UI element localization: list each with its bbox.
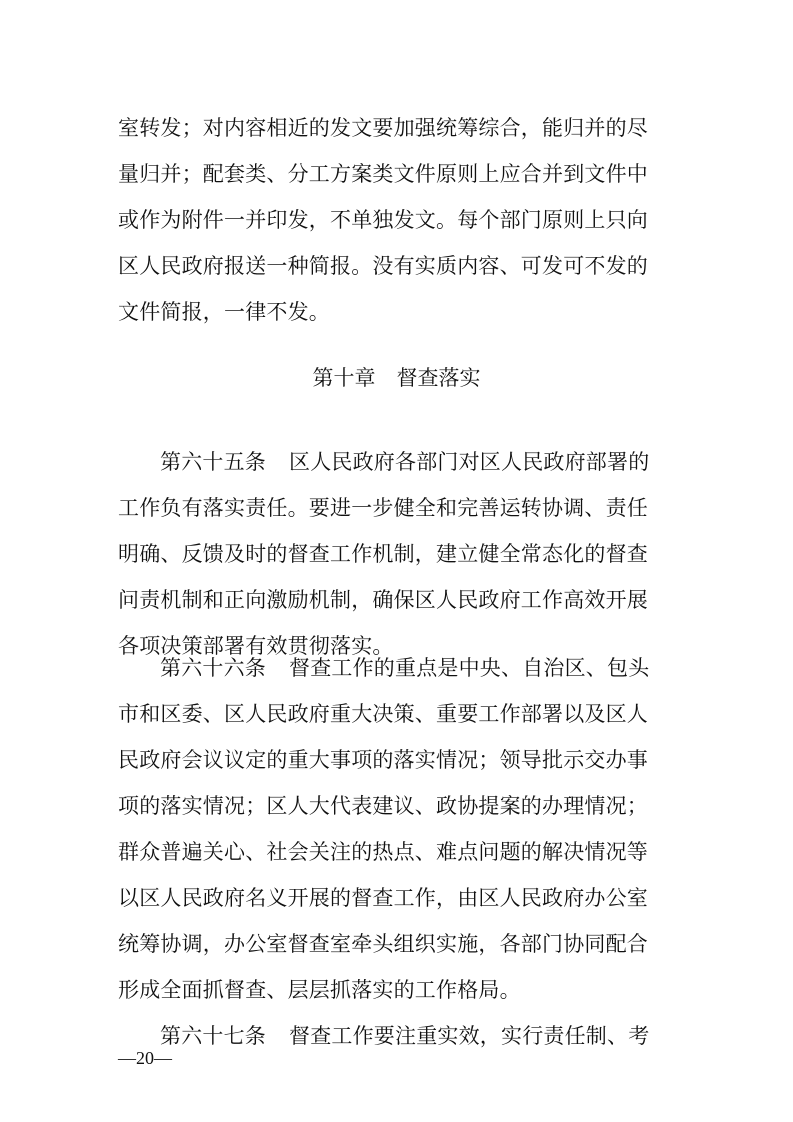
- article-66-first-line: [160, 646, 678, 690]
- article-number: 第六十五条: [160, 450, 266, 474]
- text-line: 量归并；配套类、分工方案类文件原则上应合并到文件中: [118, 162, 648, 186]
- article-text: 区人民政府各部门对区人民政府部署的: [289, 450, 650, 474]
- text-line: 统筹协调，办公室督查室牵头组织实施，各部门协同配合: [118, 932, 648, 956]
- text-line: 民政府会议议定的重大事项的落实情况；领导批示交办事: [118, 748, 648, 772]
- text-line: 明确、反馈及时的督查工作机制，建立健全常态化的督查: [118, 542, 648, 566]
- article-number: 第六十七条: [160, 1024, 266, 1048]
- article-text: 督查工作的重点是中央、自治区、包头: [289, 656, 650, 680]
- text-line: 或作为附件一并印发，不单独发文。每个部门原则上只向: [118, 208, 648, 232]
- text-line: 室转发；对内容相近的发文要加强统筹综合，能归并的尽: [118, 116, 648, 140]
- article-number: 第六十六条: [160, 656, 266, 680]
- text-line: 文件简报，一律不发。: [118, 300, 330, 324]
- article-65-first-line: [160, 440, 678, 484]
- text-line: 问责机制和正向激励机制，确保区人民政府工作高效开展: [118, 588, 648, 612]
- page-number: —20—: [118, 1048, 172, 1068]
- text-line: 市和区委、区人民政府重大决策、重要工作部署以及区人: [118, 702, 648, 726]
- text-line: 以区人民政府名义开展的督查工作，由区人民政府办公室: [118, 886, 648, 910]
- text-line: 工作负有落实责任。要进一步健全和完善运转协调、责任: [118, 496, 648, 520]
- article-text: 督查工作要注重实效，实行责任制、考: [289, 1024, 650, 1048]
- text-line: 各项决策部署有效贯彻落实。: [118, 634, 394, 658]
- text-line: 群众普遍关心、社会关注的热点、难点问题的解决情况等: [118, 840, 648, 864]
- text-line: 区人民政府报送一种简报。没有实质内容、可发可不发的: [118, 254, 648, 278]
- text-line: 项的落实情况；区人大代表建议、政协提案的办理情况；: [118, 794, 648, 818]
- chapter-heading: 第十章 督查落实: [312, 366, 481, 390]
- text-line: 形成全面抓督查、层层抓落实的工作格局。: [118, 978, 521, 1002]
- article-67-first-line: [160, 1014, 678, 1058]
